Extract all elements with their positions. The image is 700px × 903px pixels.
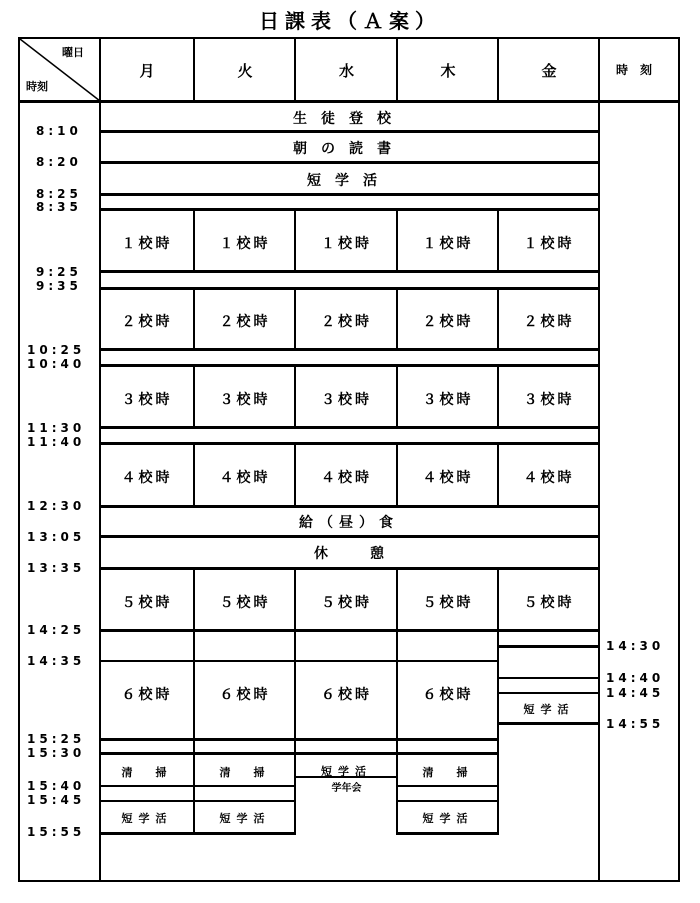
p1-thu: １校時 [422, 236, 474, 252]
p2-thu: ２校時 [422, 314, 474, 330]
time-right: 14:30 [606, 639, 665, 653]
time-right: 14:45 [606, 686, 665, 700]
p1-mon: １校時 [121, 236, 173, 252]
page-title: 日課表（Ａ案） [259, 9, 441, 33]
p6-thu: ６校時 [422, 687, 474, 703]
row-short-class: 短学活 [307, 173, 391, 189]
day-fri: 金 [541, 62, 557, 80]
wed-grade-meeting: 学年会 [331, 783, 362, 794]
jikoku-label: 時刻 [26, 80, 48, 93]
p2-tue: ２校時 [219, 314, 271, 330]
cleaning-tue: 清 掃 [219, 766, 271, 779]
time-left: 15:25 [27, 732, 86, 746]
row-rest: 休 憩 [314, 546, 384, 562]
short-class-tue: 短学活 [219, 812, 271, 825]
youbi-label: 曜日 [62, 46, 84, 59]
time-left: 8:25 [36, 187, 82, 201]
fri-short-class: 短学活 [523, 703, 575, 716]
p6-wed: ６校時 [321, 687, 372, 703]
cleaning-thu: 清 掃 [422, 766, 474, 779]
time-left: 15:40 [27, 779, 86, 793]
p2-mon: ２校時 [121, 314, 173, 330]
time-left: 10:40 [27, 357, 86, 371]
time-left: 14:35 [27, 654, 86, 668]
wed-short-class: 短学活 [321, 765, 372, 778]
short-class-mon: 短学活 [121, 812, 173, 825]
p3-thu: ３校時 [422, 392, 474, 408]
time-right: 14:40 [606, 671, 665, 685]
right-jikoku: 時 刻 [616, 63, 653, 77]
row-lunch: 給（昼）食 [299, 515, 399, 531]
day-thu: 木 [440, 62, 456, 80]
short-class-thu: 短学活 [422, 812, 474, 825]
time-left: 8:20 [36, 155, 82, 169]
p5-wed: ５校時 [321, 595, 372, 611]
time-left: 15:45 [27, 793, 86, 807]
p4-tue: ４校時 [219, 470, 271, 486]
p2-fri: ２校時 [523, 314, 575, 330]
p1-fri: １校時 [523, 236, 575, 252]
time-left: 13:05 [27, 530, 86, 544]
p4-fri: ４校時 [523, 470, 575, 486]
time-left: 11:40 [27, 435, 86, 449]
cleaning-mon: 清 掃 [121, 766, 173, 779]
p6-tue: ６校時 [219, 687, 271, 703]
p4-wed: ４校時 [321, 470, 372, 486]
time-left: 11:30 [27, 421, 86, 435]
p3-fri: ３校時 [523, 392, 575, 408]
p5-thu: ５校時 [422, 595, 474, 611]
time-left: 14:25 [27, 623, 86, 637]
p3-mon: ３校時 [121, 392, 173, 408]
day-wed: 水 [338, 62, 354, 80]
p1-wed: １校時 [321, 236, 372, 252]
p2-wed: ２校時 [321, 314, 372, 330]
time-left: 10:25 [27, 343, 86, 357]
time-left: 13:35 [27, 561, 86, 575]
row-arrival: 生徒登校 [293, 111, 405, 127]
time-left: 9:35 [36, 279, 82, 293]
time-left: 8:10 [36, 124, 82, 138]
time-left: 8:35 [36, 200, 82, 214]
time-left: 15:30 [27, 746, 86, 760]
row-reading: 朝の読書 [293, 141, 405, 157]
time-left: 12:30 [27, 499, 86, 513]
time-right: 14:55 [606, 717, 665, 731]
day-tue: 火 [237, 62, 253, 80]
p5-tue: ５校時 [219, 595, 271, 611]
p3-tue: ３校時 [219, 392, 271, 408]
p5-mon: ５校時 [121, 595, 173, 611]
p1-tue: １校時 [219, 236, 271, 252]
time-left: 9:25 [36, 265, 82, 279]
time-left: 15:55 [27, 825, 86, 839]
p4-mon: ４校時 [121, 470, 173, 486]
p3-wed: ３校時 [321, 392, 372, 408]
p5-fri: ５校時 [523, 595, 575, 611]
p6-mon: ６校時 [121, 687, 173, 703]
day-mon: 月 [139, 62, 155, 80]
p4-thu: ４校時 [422, 470, 474, 486]
